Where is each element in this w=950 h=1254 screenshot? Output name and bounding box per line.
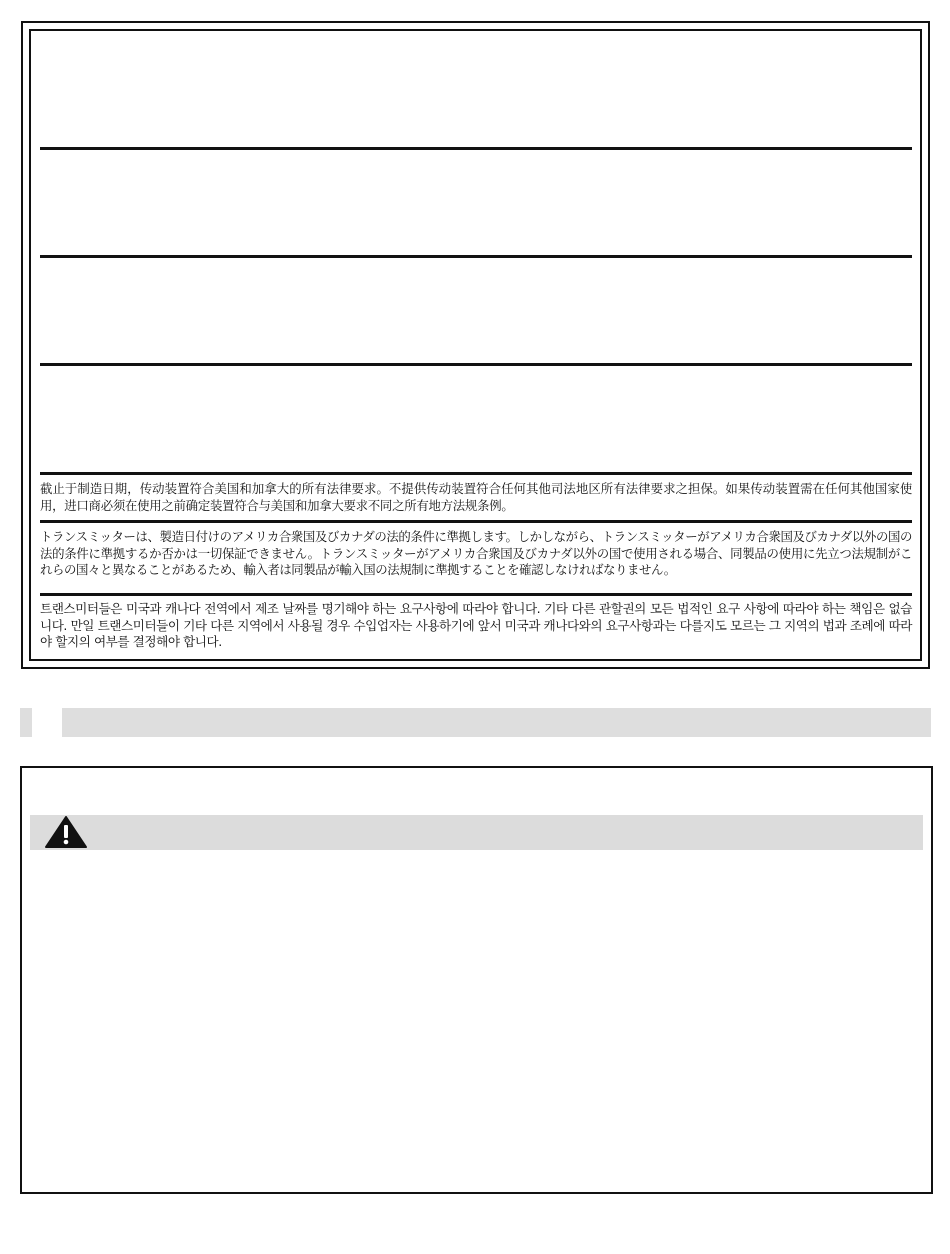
notice-chinese: 截止于制造日期，传动装置符合美国和加拿大的所有法律要求。不提供传动装置符合任何其他司法地区所有法律要求之担保。如果传动装置需在任何其他国家使用，进口商必须在使用之前确定装置符合与美国和加拿大要求不同之所有地方法规条例。 <box>40 481 912 513</box>
divider-5 <box>40 520 912 523</box>
notice-korean: 트랜스미터들은 미국과 캐나다 전역에서 제조 날짜를 명기해야 하는 요구사항에 따라야 합니다. 기타 다른 관할권의 모든 법적인 요구 사항에 따라야 하는 책임은 없습니다. 만일 트랜스미터들이 기타 다른 지역에서 사용될 경우 수입업자는 사용하기에 앞서 미국과 캐나다와의 요구사항과는 다를지도 모르는 그 지역의 법과 조례에 따라야 할지의 여부를 결정해야 합니다. <box>40 601 912 649</box>
divider-2 <box>40 255 912 258</box>
warning-header-band <box>30 815 923 850</box>
divider-6 <box>40 593 912 596</box>
divider-1 <box>40 147 912 150</box>
divider-3 <box>40 363 912 366</box>
warning-triangle-icon <box>44 815 88 849</box>
divider-4 <box>40 472 912 475</box>
section-header-tab <box>20 708 32 737</box>
notice-japanese: トランスミッターは、製造日付けのアメリカ合衆国及びカナダの法的条件に準拠します。しかしながら、トランスミッターがアメリカ合衆国及びカナダ以外の国の法的条件に準拠するか否かは一切保証できません。トランスミッターがアメリカ合衆国及びカナダ以外の国で使用される場合、同製品の使用に先立つ法規制がこれらの国々と異なることがあるため、輸入者は同製品が輸入国の法規制に準拠することを確認しなければなりません。 <box>40 529 912 577</box>
section-header-band <box>62 708 931 737</box>
